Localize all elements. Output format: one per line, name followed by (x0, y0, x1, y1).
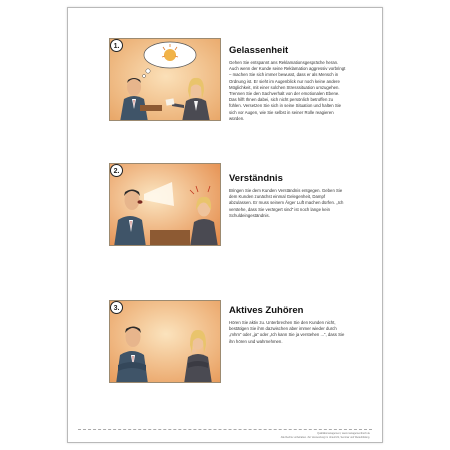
section-text-1: Gehen Sie entspannt ans Reklamationsgespräche heran. Auch wenn der Kunde seine Reklamation aggressiv vorbringt – machen Sie sich immer bewusst, dass er als Mensch in Ordnung ist. Er sieht im Augenblick nur noch keine andere Möglichkeit, mit einer solchen Stresssituation umzugehen. Trennen Sie den Sachverhalt von der emotionalen Ebene. Das hilft Ihnen dabei, sich nicht persönlich betroffen zu fühlen. Versetzen Sie sich in seine Situation und halten Sie sich vor Augen, wie Sie selbst in seiner Rolle reagieren würden. (229, 60, 346, 121)
section-text-3: Hören Sie aktiv zu. Unterbrechen Sie den Kunden nicht, bestätigen Sie ihm dazwischen aber immer wieder durch „mhm“ oder „ja“ oder „Ich kann Sie ja verstehen ...“, dass Sie ihn hören und wahrnehmen. (229, 320, 345, 344)
section-title-1: Gelassenheit (229, 45, 289, 56)
illustration-calm-complaint (110, 39, 221, 121)
step-number-badge-3: 3. (110, 301, 123, 314)
section-title-3: Aktives Zuhören (229, 305, 304, 316)
section-title-2: Verständnis (229, 173, 283, 184)
illustration-panel-2 (109, 163, 221, 246)
footer-line-2: Alle Rechte vorbehalten. Zur Verwendung im Unterricht, Seminar und Weiterbildung. (280, 436, 370, 439)
step-number-badge-2: 2. (110, 164, 123, 177)
illustration-active-listening (110, 301, 221, 383)
illustration-panel-3 (109, 300, 221, 383)
section-text-2: Bringen Sie dem Kunden Verständnis entgegen. Geben Sie dem Kunden zunächst einmal Gelegenheit, Dampf abzulassen. Er muss seinem Ärger Luft machen dürfen. „Ich verstehe, dass Sie verärgert sind“ ist noch lange kein Schuldeingeständnis. (229, 188, 344, 218)
footer-line-1: Qualitätsmanagement, www.managementbuch.de (317, 432, 370, 435)
step-number-badge-1: 1. (110, 39, 123, 52)
footer-divider (78, 429, 372, 430)
illustration-panel-1 (109, 38, 221, 121)
illustration-angry-customer (110, 164, 221, 246)
document-page (67, 7, 383, 443)
